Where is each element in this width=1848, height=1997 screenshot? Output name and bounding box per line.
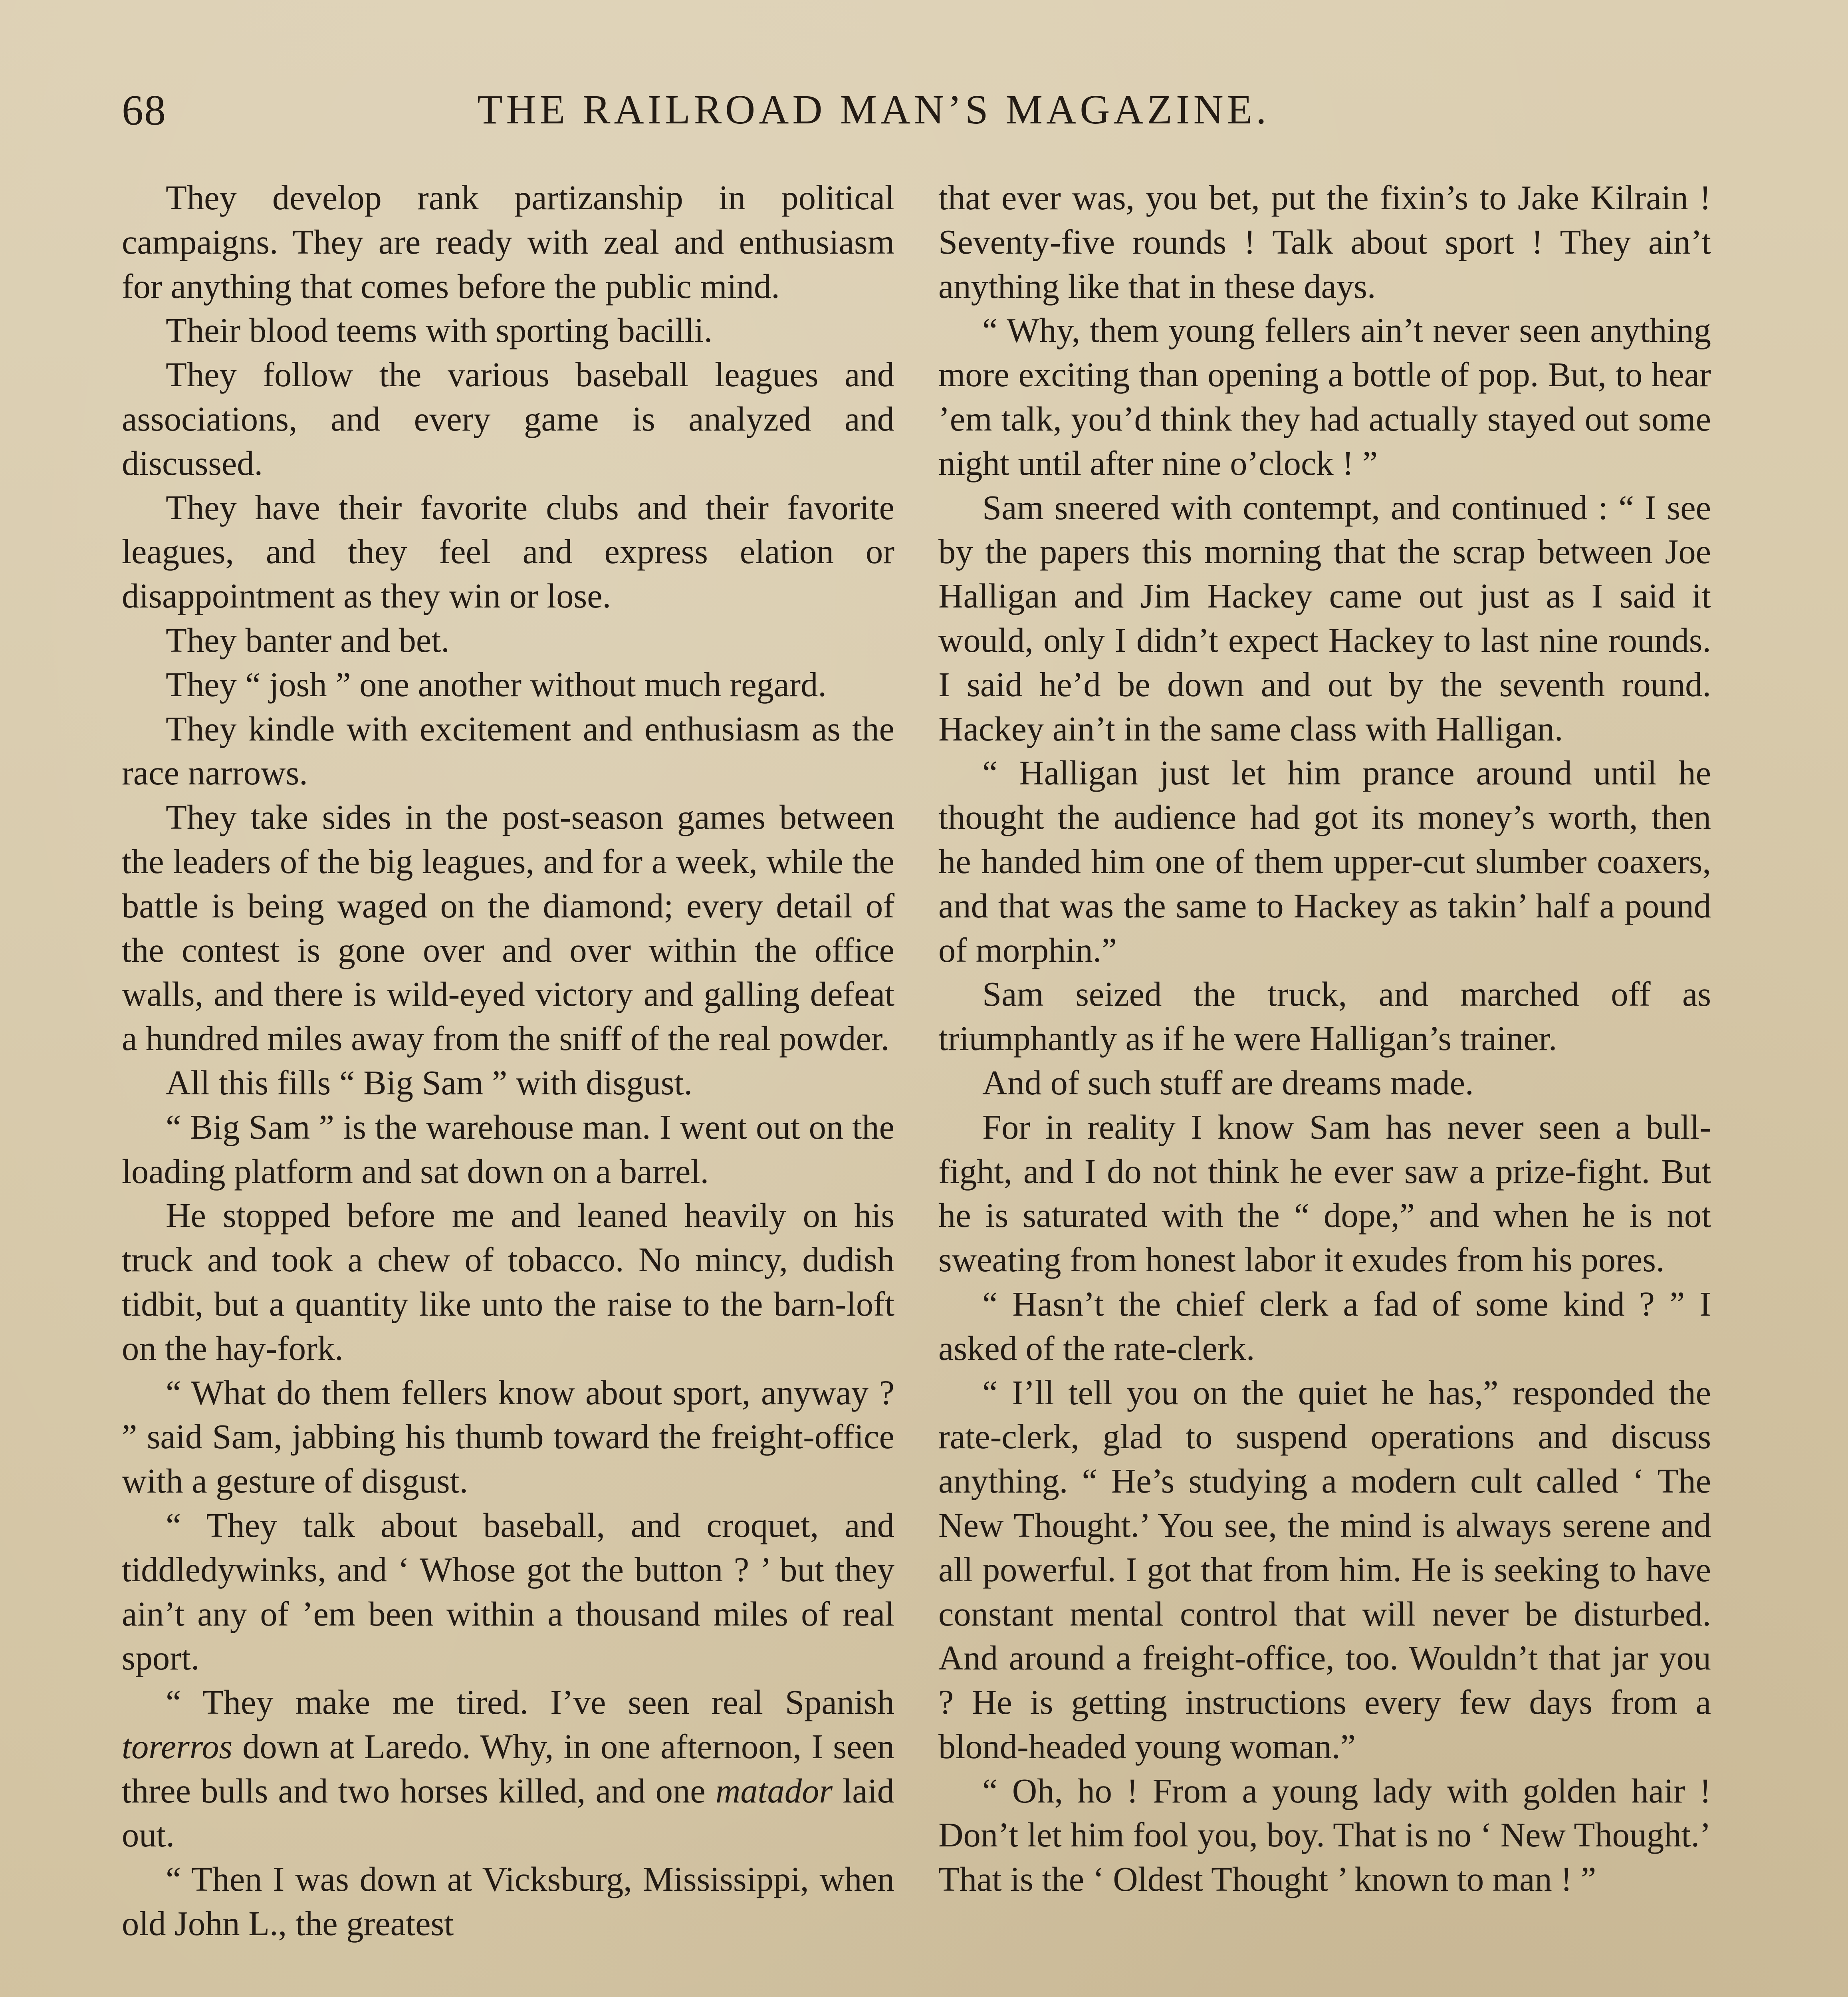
paragraph: “ Then I was down at Vicksburg, Mississippi, when old John L., the greatest [122, 1860, 894, 1943]
paragraph: They take sides in the post-season games between the leaders of the big leagues, and for a week, while the battle is being waged on the diamond; every detail of the contest is gone over and over within the office walls, and there is wild-eyed victory and galling defeat a hundred miles away from the sniff of the real powder. [122, 798, 894, 1058]
paragraph: “ They talk about baseball, and croquet, and tiddledywinks, and ‘ Whose got the button ? ’ but they ain’t any of ’em been within a thousand miles of real sport. [122, 1506, 894, 1677]
left-column [122, 176, 894, 1946]
paragraph: They “ josh ” one another without much regard. [166, 665, 827, 704]
italic-term: torerros [122, 1727, 233, 1766]
paragraph: Sam sneered with contempt, and continued : “ I see by the papers this morning that the scrap between Joe Halligan and Jim Hackey came out just as I said it would, only I didn’t expect Hackey to last nine rounds. I said he’d be down and out by the seventh round. Hackey ain’t in the same class with Halligan. [938, 488, 1711, 748]
paragraph: “ What do them fellers know about sport, anyway ? ” said Sam, jabbing his thumb toward the freight-office with a gesture of disgust. [122, 1373, 894, 1501]
paragraph: And of such stuff are dreams made. [982, 1063, 1474, 1102]
paragraph: They banter and bet. [166, 621, 450, 659]
paragraph: They have their favorite clubs and their favorite leagues, and they feel and express elation or disappointment as they win or lose. [122, 488, 894, 615]
paragraph: Their blood teems with sporting bacilli. [166, 311, 713, 350]
paragraph: They follow the various baseball leagues and associations, and every game is analyzed and discussed. [122, 355, 894, 482]
paragraph: He stopped before me and leaned heavily on his truck and took a chew of tobacco. No mincy, dudish tidbit, but a quantity like unto the raise to the barn-loft on the hay-fork. [122, 1196, 894, 1368]
paragraph: “ Oh, ho ! From a young lady with golden hair ! Don’t let him fool you, boy. That is no ‘ New Thought.’ That is the ‘ Oldest Thought ’ known to man ! ” [938, 1771, 1711, 1899]
paragraph: “ Big Sam ” is the warehouse man. I went out on the loading platform and sat down on a barrel. [122, 1108, 894, 1191]
paragraph: “ Hasn’t the chief clerk a fad of some kind ? ” I asked of the rate-clerk. [938, 1284, 1711, 1368]
page-number: 68 [122, 87, 167, 134]
paragraph: All this fills “ Big Sam ” with disgust. [166, 1063, 693, 1102]
paragraph: “ I’ll tell you on the quiet he has,” responded the rate-clerk, glad to suspend operations and discuss anything. “ He’s studying a modern cult called ‘ The New Thought.’ You see, the mind is always serene and all powerful. I got that from him. He is seeking to have constant mental control that will never be disturbed. And around a freight-office, too. Wouldn’t that jar you ? He is getting instructions every few days from a blond-headed young woman.” [938, 1373, 1711, 1766]
page-header [122, 86, 1709, 146]
paragraph: For in reality I know Sam has never seen a bull-fight, and I do not think he ever saw a prize-fight. But he is saturated with the “ dope,” and when he is not sweating from honest labor it exudes from his pores. [938, 1108, 1711, 1279]
paragraph-text: laid out. [122, 1771, 894, 1854]
paragraph-continuation: that ever was, you bet, put the fixin’s to Jake Kilrain ! Seventy-five rounds ! Talk about sport ! They ain’t anything like that in these days. [938, 179, 1711, 306]
paragraph: They kindle with excitement and enthusiasm as the race narrows. [122, 709, 894, 792]
paragraph: They develop rank partizanship in political campaigns. They are ready with zeal and enthusiasm for anything that comes before the public mind. [122, 179, 894, 306]
paragraph: “ Halligan just let him prance around until he thought the audience had got its money’s worth, then he handed him one of them upper-cut slumber coaxers, and that was the same to Hackey as takin’ half a pound of morphin.” [938, 754, 1711, 969]
paragraph-text: “ They make me tired. I’ve seen real Spanish [166, 1683, 894, 1722]
paragraph-text: down at Laredo. Why, in one afternoon, I seen three bulls and two horses killed, and one [122, 1727, 894, 1810]
paragraph: Sam seized the truck, and marched off as triumphantly as if he were Halligan’s trainer. [938, 975, 1711, 1058]
paragraph: “ Why, them young fellers ain’t never seen anything more exciting than opening a bottle of pop. But, to hear ’em talk, you’d think they had actually stayed out some night until after nine o’clock ! ” [938, 311, 1711, 482]
paragraph [122, 1680, 894, 1857]
running-head: THE RAILROAD MAN’S MAGAZINE. [477, 87, 1270, 133]
right-column [938, 176, 1711, 1902]
italic-term: matador [715, 1771, 833, 1810]
